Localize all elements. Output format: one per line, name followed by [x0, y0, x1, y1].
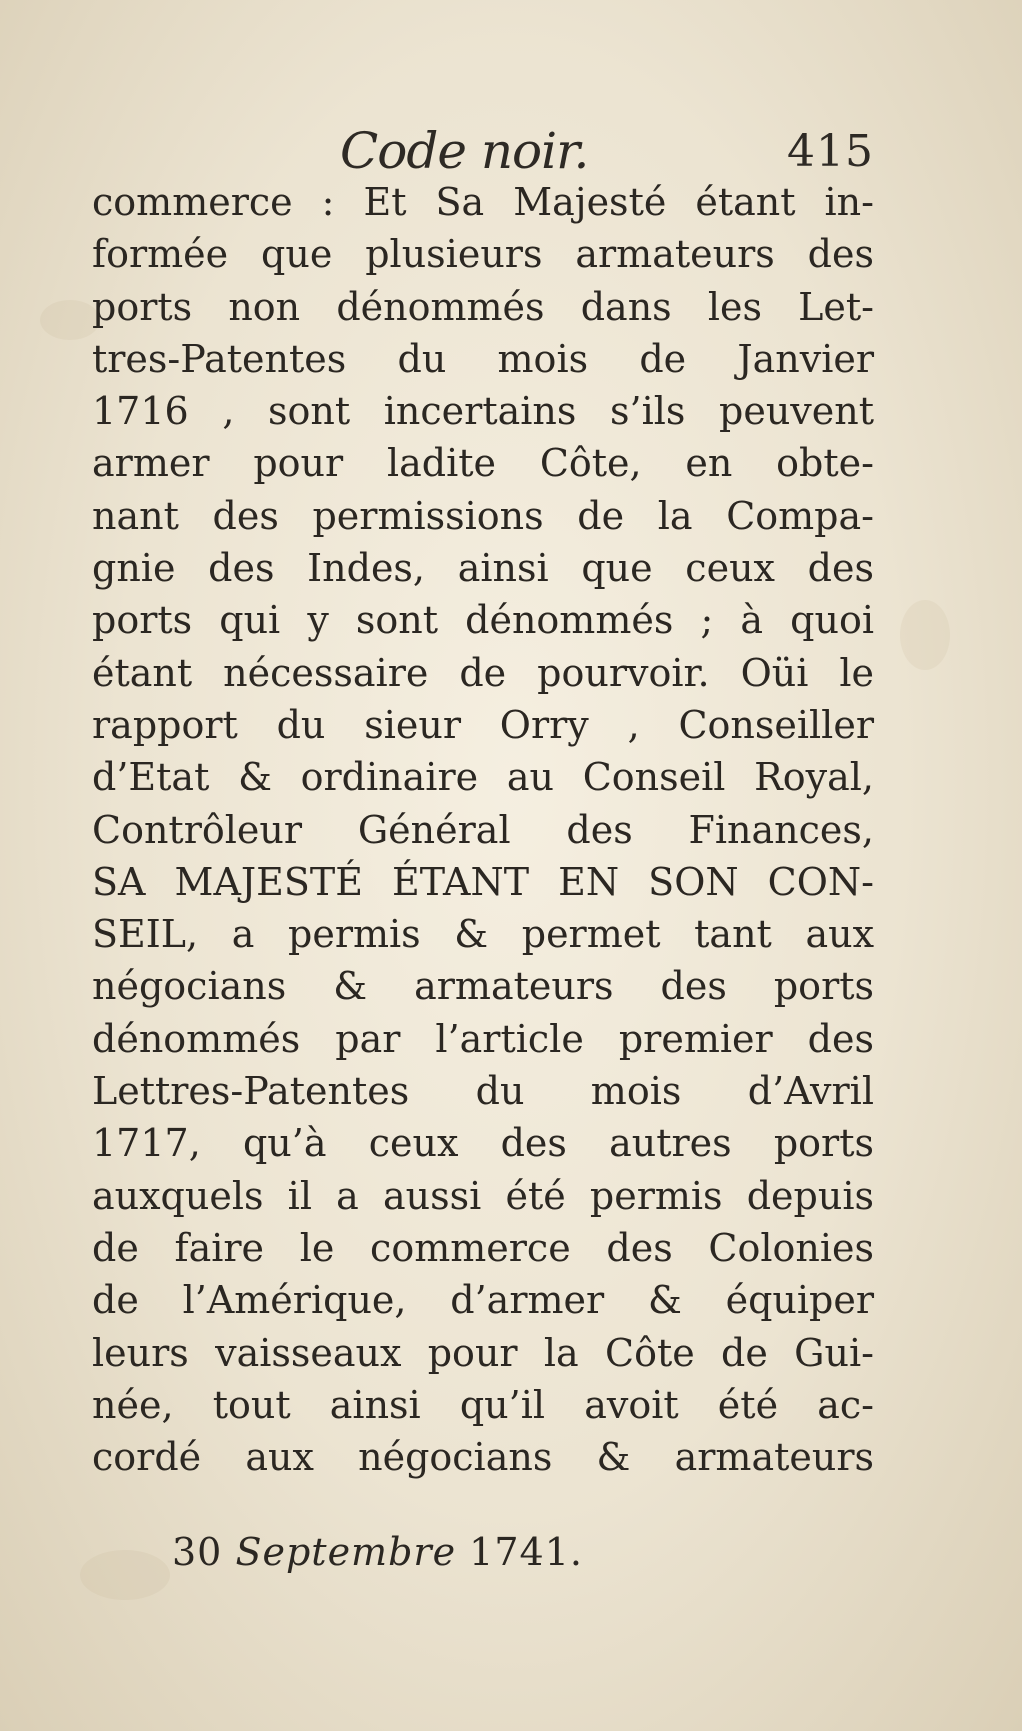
- text-line: ports non dénommés dans les Let-: [92, 284, 874, 329]
- text-line: de l’Amérique, d’armer & équiper: [92, 1278, 874, 1323]
- text-line: formée que plusieurs armateurs des: [92, 232, 874, 277]
- text-line: leurs vaisseaux pour la Côte de Gui-: [92, 1330, 874, 1375]
- text-line: 1716 , sont incertains s’ils peuvent: [92, 389, 874, 434]
- text-line: Lettres-Patentes du mois d’Avril: [92, 1069, 874, 1114]
- text-line: auxquels il a aussi été permis depuis: [92, 1173, 874, 1218]
- text-line: Contrôleur Général des Finances,: [92, 807, 874, 852]
- text-line: armer pour ladite Côte, en obte-: [92, 441, 874, 486]
- date-footer: [172, 1530, 583, 1574]
- text-line: nant des permissions de la Compa-: [92, 493, 874, 538]
- text-line: gnie des Indes, ainsi que ceux des: [92, 546, 874, 591]
- text-line: née, tout ainsi qu’il avoit été ac-: [92, 1382, 874, 1427]
- running-head: Code noir.: [340, 122, 589, 180]
- footer-month: Septembre: [235, 1530, 457, 1574]
- footer-year: 1741.: [469, 1530, 583, 1574]
- text-line: tres-Patentes du mois de Janvier: [92, 336, 874, 381]
- body-text: [92, 176, 874, 1483]
- text-line: dénommés par l’article premier des: [92, 1016, 874, 1061]
- text-line: d’Etat & ordinaire au Conseil Royal,: [92, 755, 874, 800]
- page-number: 415: [787, 126, 874, 177]
- text-line: de faire le commerce des Colonies: [92, 1225, 874, 1270]
- text-line: étant nécessaire de pourvoir. Oüi le: [92, 650, 874, 695]
- paper-stain: [40, 300, 100, 340]
- text-line: SA MAJESTÉ ÉTANT EN SON CON-: [92, 859, 874, 904]
- footer-day: 30: [172, 1530, 223, 1574]
- text-line: rapport du sieur Orry , Conseiller: [92, 702, 874, 747]
- paper-stain: [80, 1550, 170, 1600]
- text-line: SEIL, a permis & permet tant aux: [92, 912, 874, 957]
- text-line: ports qui y sont dénommés ; à quoi: [92, 598, 874, 643]
- paper-stain: [900, 600, 950, 670]
- text-line: négocians & armateurs des ports: [92, 964, 874, 1009]
- text-line: cordé aux négocians & armateurs: [92, 1435, 874, 1480]
- text-line: 1717, qu’à ceux des autres ports: [92, 1121, 874, 1166]
- text-line: commerce : Et Sa Majesté étant in-: [92, 180, 874, 224]
